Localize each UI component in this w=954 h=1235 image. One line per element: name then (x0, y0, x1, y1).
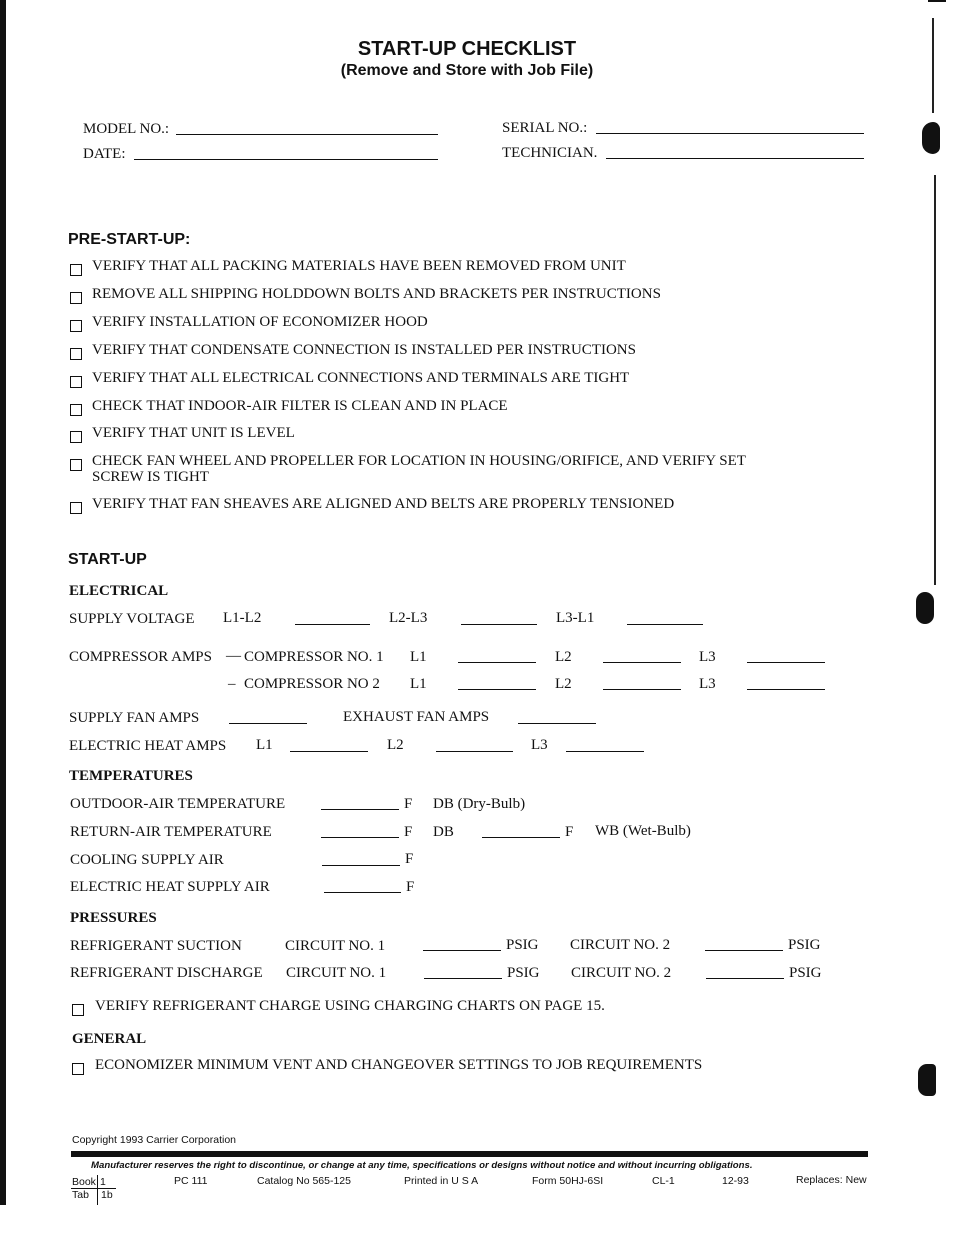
comp2-l1-field[interactable] (458, 689, 536, 690)
l1-l2-label: L1-L2 (223, 610, 262, 626)
exhaust-fan-amps-field[interactable] (518, 723, 596, 724)
model-no-label: MODEL NO.: (83, 121, 170, 137)
electrical-heading: ELECTRICAL (69, 583, 169, 599)
checklist-item: VERIFY THAT FAN SHEAVES ARE ALIGNED AND BELTS ARE PROPERLY TENSIONED (92, 496, 675, 512)
checkbox[interactable] (70, 431, 82, 443)
suction-circuit-2-field[interactable] (705, 950, 783, 951)
corner-mark (928, 0, 946, 2)
l2-l3-field[interactable] (461, 624, 537, 625)
compressor-no-2-label: COMPRESSOR NO 2 (244, 676, 380, 692)
l3-l1-label: L3-L1 (556, 610, 595, 626)
pc-number: PC 111 (174, 1175, 208, 1187)
electric-heat-supply-air-unit: F (406, 879, 415, 895)
outdoor-air-unit: F (404, 796, 413, 812)
suction-circuit-1-label: CIRCUIT NO. 1 (285, 938, 386, 954)
checklist-item-continuation: SCREW IS TIGHT (92, 469, 209, 485)
heat-l1-field[interactable] (290, 751, 368, 752)
model-no-field[interactable] (176, 134, 438, 135)
edge-mark (934, 175, 936, 585)
page-title: START-UP CHECKLIST (357, 38, 577, 60)
checkbox[interactable] (70, 264, 82, 276)
book-number: 1 (100, 1176, 106, 1188)
supply-voltage-label: SUPPLY VOLTAGE (69, 611, 195, 627)
l2-l3-label: L2-L3 (389, 610, 428, 626)
return-air-wb-field[interactable] (482, 837, 560, 838)
return-air-wb-unit: F (565, 824, 574, 840)
checkbox[interactable] (70, 320, 82, 332)
cooling-supply-air-unit: F (405, 851, 414, 867)
pre-start-up-heading: PRE-START-UP: (68, 231, 191, 248)
technician-field[interactable] (606, 158, 864, 159)
comp1-l3-label: L3 (699, 649, 716, 665)
date-field[interactable] (134, 159, 438, 160)
return-air-unit: F (404, 824, 413, 840)
comp1-l2-label: L2 (555, 649, 572, 665)
refrigerant-suction-label: REFRIGERANT SUCTION (70, 938, 242, 954)
technician-label: TECHNICIAN. (502, 145, 598, 161)
general-heading: GENERAL (72, 1031, 147, 1047)
checkbox[interactable] (70, 292, 82, 304)
comp2-l1-label: L1 (410, 676, 427, 692)
punch-hole-bottom (918, 1064, 936, 1096)
cooling-supply-air-label: COOLING SUPPLY AIR (70, 852, 224, 868)
comp2-l2-field[interactable] (603, 689, 681, 690)
outdoor-air-field[interactable] (321, 809, 399, 810)
comp2-l3-label: L3 (699, 676, 716, 692)
checkbox[interactable] (72, 1004, 84, 1016)
checklist-item: VERIFY INSTALLATION OF ECONOMIZER HOOD (92, 314, 428, 330)
checkbox[interactable] (70, 459, 82, 471)
l1-l2-field[interactable] (295, 624, 370, 625)
book-label: Book (72, 1176, 96, 1188)
discharge-circuit-1-field[interactable] (424, 978, 502, 979)
comp1-l3-field[interactable] (747, 662, 825, 663)
punch-hole-top (922, 122, 940, 154)
heat-l1-label: L1 (256, 737, 273, 753)
electric-heat-supply-air-field[interactable] (324, 892, 401, 893)
checklist-item: CHECK FAN WHEEL AND PROPELLER FOR LOCATION IN HOUSING/ORIFICE, AND VERIFY SET (92, 453, 746, 469)
comp2-l2-label: L2 (555, 676, 572, 692)
outdoor-air-label: OUTDOOR-AIR TEMPERATURE (70, 796, 286, 812)
return-db-label: DB (433, 824, 454, 840)
exhaust-fan-amps-label: EXHAUST FAN AMPS (343, 709, 490, 725)
heat-l2-label: L2 (387, 737, 404, 753)
compressor-dash: — (226, 648, 241, 664)
electric-heat-supply-air-label: ELECTRIC HEAT SUPPLY AIR (70, 879, 270, 895)
page-subtitle: (Remove and Store with Job File) (340, 62, 594, 79)
discharge-circuit-1-unit: PSIG (507, 965, 540, 981)
book-tab-divider (97, 1175, 98, 1205)
checklist-item: VERIFY THAT CONDENSATE CONNECTION IS INSTALLED PER INSTRUCTIONS (92, 342, 636, 358)
suction-circuit-2-unit: PSIG (788, 937, 821, 953)
serial-no-label: SERIAL NO.: (502, 120, 588, 136)
heat-l3-field[interactable] (566, 751, 644, 752)
refrigerant-discharge-label: REFRIGERANT DISCHARGE (70, 965, 263, 981)
temperatures-heading: TEMPERATURES (69, 768, 193, 784)
heat-l3-label: L3 (531, 737, 548, 753)
suction-circuit-2-label: CIRCUIT NO. 2 (570, 937, 671, 953)
form-number: Form 50HJ-6SI (532, 1175, 604, 1187)
checkbox[interactable] (70, 404, 82, 416)
cooling-supply-air-field[interactable] (322, 865, 400, 866)
revision-date: 12-93 (722, 1175, 749, 1187)
discharge-circuit-2-unit: PSIG (789, 965, 822, 981)
checkbox[interactable] (72, 1063, 84, 1075)
checklist-item: VERIFY THAT ALL ELECTRICAL CONNECTIONS AND TERMINALS ARE TIGHT (92, 370, 630, 386)
punch-hole-middle (916, 592, 934, 624)
copyright: Copyright 1993 Carrier Corporation (72, 1134, 236, 1146)
suction-circuit-1-field[interactable] (423, 950, 501, 951)
checkbox[interactable] (70, 376, 82, 388)
serial-no-field[interactable] (596, 133, 864, 134)
checklist-item: VERIFY THAT UNIT IS LEVEL (92, 425, 295, 441)
compressor-dash-2: – (228, 676, 236, 692)
pressures-heading: PRESSURES (70, 910, 157, 926)
return-wb-label: WB (Wet-Bulb) (595, 823, 691, 839)
compressor-no-1-label: COMPRESSOR NO. 1 (244, 649, 384, 665)
tab-label: Tab (72, 1189, 89, 1201)
comp1-l1-field[interactable] (458, 662, 536, 663)
left-margin-rule (0, 0, 6, 1205)
comp1-l2-field[interactable] (603, 662, 681, 663)
checkbox[interactable] (70, 348, 82, 360)
discharge-circuit-2-label: CIRCUIT NO. 2 (571, 965, 672, 981)
checklist-item: CHECK THAT INDOOR-AIR FILTER IS CLEAN AND IN PLACE (92, 398, 508, 414)
catalog-number: Catalog No 565-125 (257, 1175, 351, 1187)
comp2-l3-field[interactable] (747, 689, 825, 690)
discharge-circuit-1-label: CIRCUIT NO. 1 (286, 965, 387, 981)
checklist-item: REMOVE ALL SHIPPING HOLDDOWN BOLTS AND BRACKETS PER INSTRUCTIONS (92, 286, 661, 302)
economizer-item: ECONOMIZER MINIMUM VENT AND CHANGEOVER SETTINGS TO JOB REQUIREMENTS (95, 1057, 703, 1073)
l3-l1-field[interactable] (627, 624, 703, 625)
compressor-amps-label: COMPRESSOR AMPS (69, 649, 212, 665)
tab-number: 1b (101, 1189, 113, 1201)
return-air-label: RETURN-AIR TEMPERATURE (70, 824, 272, 840)
heat-l2-field[interactable] (436, 751, 513, 752)
checklist-item: VERIFY THAT ALL PACKING MATERIALS HAVE BEEN REMOVED FROM UNIT (92, 258, 626, 274)
date-label: DATE: (83, 146, 126, 162)
return-air-db-field[interactable] (321, 837, 399, 838)
discharge-circuit-2-field[interactable] (706, 978, 784, 979)
cl-number: CL-1 (652, 1175, 675, 1187)
outdoor-db-label: DB (Dry-Bulb) (433, 796, 526, 812)
supply-fan-amps-field[interactable] (229, 723, 307, 724)
disclaimer: Manufacturer reserves the right to discontinue, or change at any time, specifications or designs without notice and without incurring obligations. (91, 1160, 753, 1171)
start-up-heading: START-UP (68, 551, 147, 568)
suction-circuit-1-unit: PSIG (506, 937, 539, 953)
supply-fan-amps-label: SUPPLY FAN AMPS (69, 710, 200, 726)
replaces: Replaces: New (796, 1174, 867, 1186)
checkbox[interactable] (70, 502, 82, 514)
electric-heat-amps-label: ELECTRIC HEAT AMPS (69, 738, 227, 754)
footer-rule (71, 1151, 868, 1157)
printed-in: Printed in U S A (404, 1175, 479, 1187)
comp1-l1-label: L1 (410, 649, 427, 665)
verify-charge-item: VERIFY REFRIGERANT CHARGE USING CHARGING CHARTS ON PAGE 15. (95, 998, 605, 1014)
